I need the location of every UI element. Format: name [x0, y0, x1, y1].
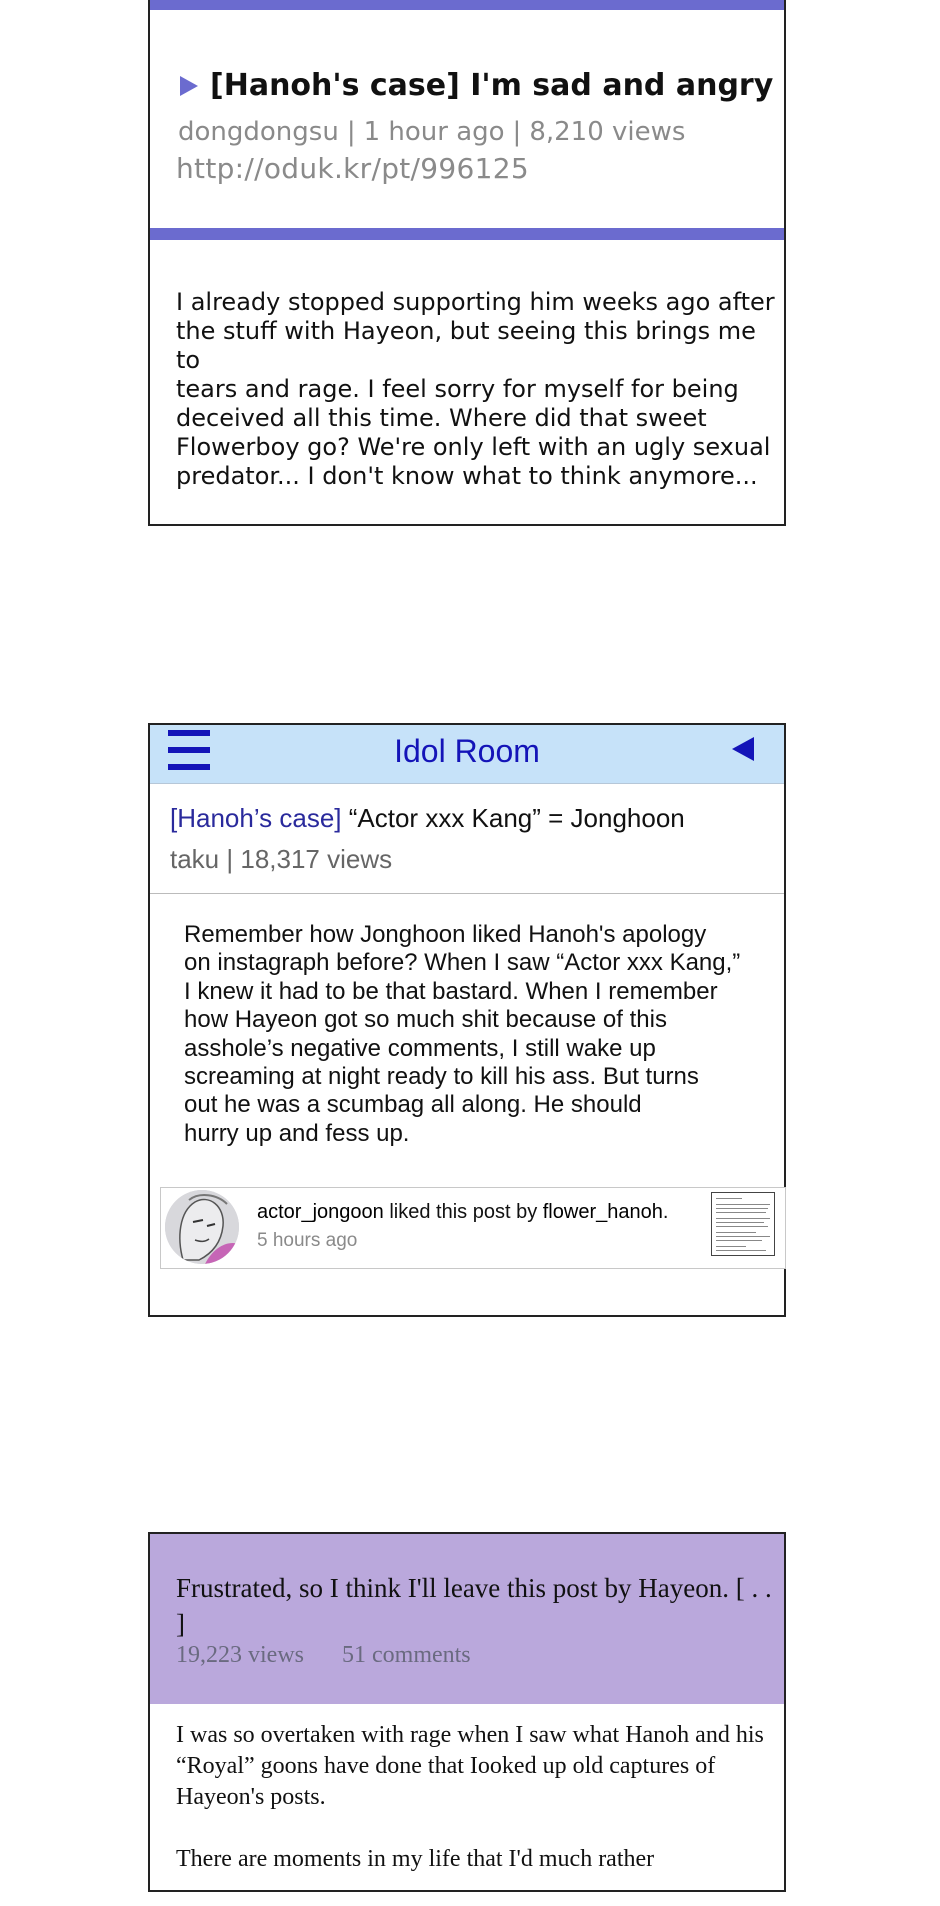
notification-suffix: . — [662, 1201, 669, 1223]
body-line: I knew it had to be that bastard. When I remember — [184, 977, 718, 1005]
avatar[interactable] — [165, 1190, 239, 1264]
top-accent-bar — [150, 0, 784, 10]
post-author[interactable]: taku — [170, 844, 220, 874]
idol-room-post-card — [148, 723, 786, 1317]
play-triangle-icon — [180, 76, 198, 96]
body-line: Remember how Jonghoon liked Hanoh's apology — [184, 921, 707, 948]
case-tag[interactable]: [Hanoh’s case] — [170, 803, 342, 833]
post-title[interactable]: Frustrated, so I think I'll leave this post by Hayeon. [ . . ] — [176, 1573, 772, 1639]
post-thumbnail[interactable] — [711, 1192, 775, 1256]
body-line: hurry up and fess up. — [184, 1119, 410, 1147]
post-url-link[interactable]: http://oduk.kr/pt/996125 — [176, 152, 529, 185]
notification-time: 5 hours ago — [257, 1230, 358, 1251]
post-views: 18,317 views — [240, 844, 393, 874]
post-comments[interactable]: 51 comments — [342, 1642, 471, 1668]
post-card-sad-angry — [148, 0, 786, 526]
room-title: Idol Room — [394, 733, 540, 769]
post-header — [150, 1534, 784, 1704]
face-avatar-icon — [165, 1190, 239, 1264]
body-line: I already stopped supporting him weeks ago after — [176, 288, 775, 316]
post-title-row[interactable] — [180, 68, 773, 103]
body-line: screaming at night ready to kill his ass. But turns — [184, 1063, 699, 1091]
post-views: 19,223 views — [176, 1642, 304, 1668]
post-title[interactable] — [170, 803, 685, 834]
notification-user[interactable]: actor_jongoon — [257, 1201, 384, 1223]
body-line: tears and rage. I feel sorry for myself for being — [176, 375, 739, 403]
body-line: deceived all this time. Where did that sweet — [176, 404, 707, 432]
notification-action: liked this post by — [383, 1201, 543, 1223]
body-line: Flowerboy go? We're only left with an ugly sexual — [176, 433, 771, 461]
post-meta: dongdongsu | 1 hour ago | 8,210 views — [178, 117, 686, 147]
body-line: predator... I don't know what to think anymore... — [176, 462, 758, 490]
post-time: 1 hour ago — [363, 117, 505, 147]
back-arrow-icon[interactable] — [732, 737, 754, 761]
post-title-text: “Actor xxx Kang” = Jonghoon — [348, 803, 685, 833]
body-line: on instagraph before? When I saw “Actor xxx Kang,” — [184, 949, 741, 977]
body-line: the stuff with Hayeon, but seeing this brings me to — [176, 317, 756, 374]
post-author[interactable]: dongdongsu — [178, 117, 339, 147]
body-line: how Hayeon got so much shit because of this — [184, 1006, 667, 1034]
notification-target[interactable]: flower_hanoh — [542, 1201, 663, 1223]
post-body — [176, 288, 776, 491]
body-paragraph: There are moments in my life that I'd much rather — [176, 1846, 655, 1872]
hayeon-post-card — [148, 1532, 786, 1892]
body-paragraph: I was so overtaken with rage when I saw what Hanoh and his “Royal” goons have done that Iooked up old captures of Hayeon's posts. — [176, 1722, 764, 1810]
body-line: out he was a scumbag all along. He should — [184, 1091, 642, 1119]
post-title[interactable]: [Hanoh's case] I'm sad and angry — [210, 68, 774, 103]
notification-text — [257, 1201, 668, 1224]
idol-room-header — [150, 725, 784, 784]
post-stats — [176, 1642, 471, 1669]
post-body — [176, 1720, 776, 1906]
body-line: asshole’s negative comments, I still wake up — [184, 1034, 656, 1062]
header-divider — [150, 893, 784, 894]
divider-accent-bar — [150, 228, 784, 240]
post-views: 8,210 views — [529, 117, 686, 147]
post-body — [184, 921, 774, 1148]
like-notification[interactable] — [160, 1187, 786, 1269]
post-meta: taku | 18,317 views — [170, 844, 393, 874]
